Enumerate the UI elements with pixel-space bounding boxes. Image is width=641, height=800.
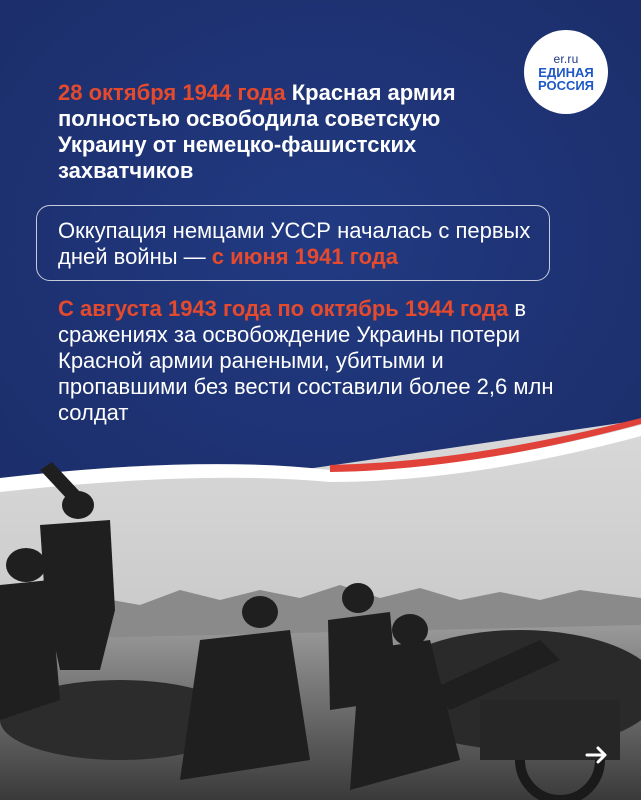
losses-text: в сражениях за освобождение Украины потери Красной армии ранеными, убитыми и пропавшими без вести составили более 2,6 млн солдат — [58, 296, 554, 425]
occupation-text — [58, 218, 558, 270]
party-logo — [524, 30, 608, 114]
headline-date: 28 октября 1944 года — [58, 80, 286, 105]
arrow-right-icon[interactable] — [584, 742, 610, 768]
losses-period: С августа 1943 года по октябрь 1944 года — [58, 296, 509, 321]
logo-line1: ЕДИНАЯ — [538, 65, 594, 80]
logo-site: er.ru — [553, 52, 579, 66]
headline-text: Красная армия полностью освободила советскую Украину от немецко-фашистских захватчиков — [58, 80, 456, 183]
losses-paragraph — [58, 296, 578, 426]
occupation-body: Оккупация немцами УССР началась с первых дней войны — — [58, 218, 531, 269]
occupation-date: с июня 1941 года — [211, 244, 398, 269]
headline — [58, 80, 508, 184]
logo-line2: РОССИЯ — [537, 78, 595, 93]
